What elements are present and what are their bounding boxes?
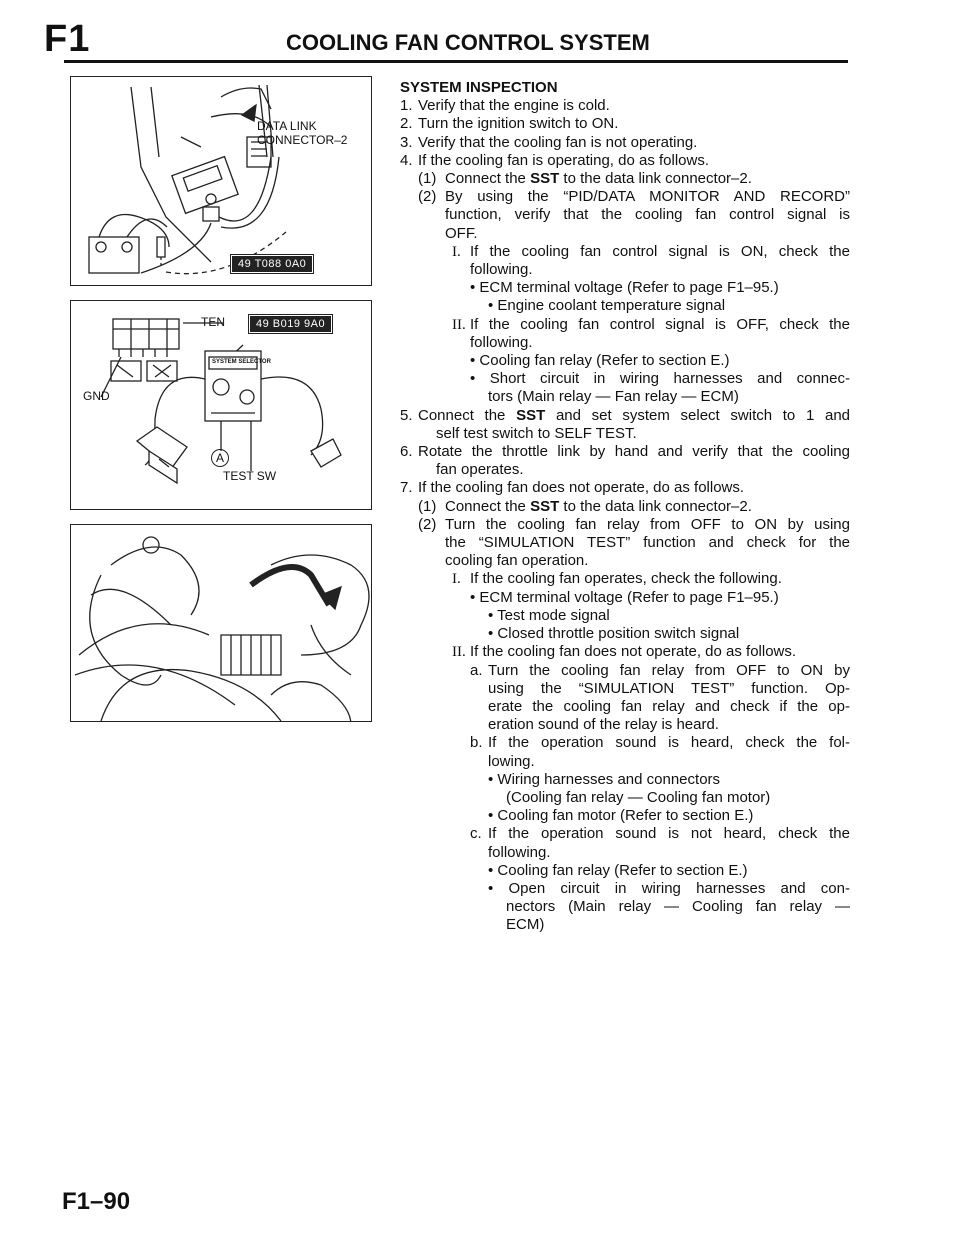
step-text [470,261,850,279]
procedure-line [400,461,850,479]
procedure-line [400,334,850,352]
step-number: 4. [400,151,413,169]
step-text [418,443,850,461]
callout-a-label: A [211,449,229,467]
step-text-part: function, verify that the cooling fan control signal is [445,206,850,224]
step-text [470,589,850,607]
step-text-part: If the cooling fan does not operate, do as follows. [470,643,797,661]
step-text [488,753,850,771]
procedure-line [400,134,850,152]
procedure-line [400,916,850,934]
step-text [488,825,850,843]
step-text-part: (Cooling fan relay — Cooling fan motor) [506,788,771,806]
procedure-line [400,316,850,334]
step-text [470,570,850,588]
step-number: 3. [400,133,413,151]
procedure-line [400,680,850,698]
step-text-part: cooling fan operation. [445,552,589,570]
step-text [445,206,850,224]
step-text [445,225,850,243]
procedure-line [400,115,850,133]
system-selector-label: SYSTEM SELECTOR [212,359,271,365]
procedure-line [400,206,850,224]
procedure-line [400,716,850,734]
procedure-line [400,279,850,297]
procedure-line [400,898,850,916]
step-text [445,170,850,188]
step-text-part: • Open circuit in wiring harnesses and con- [488,879,850,897]
figure-throttle-link [70,524,372,722]
step-text-part: • ECM terminal voltage (Refer to page F1–95.) [470,279,779,297]
procedure-line [400,407,850,425]
step-text [506,898,850,916]
step-text-part: • Closed throttle position switch signal [488,625,740,643]
step-text [470,643,850,661]
step-number: 7. [400,479,413,497]
step-text [488,807,850,825]
step-text-part: Turn the cooling fan relay from OFF to ON by using [445,515,850,533]
step-number: b. [470,734,483,752]
ten-terminal-label: TEN [201,315,225,329]
step-text-part: If the cooling fan does not operate, do as follows. [418,479,745,497]
procedure-line [400,297,850,315]
procedure-line [400,552,850,570]
figure-system-selector [70,300,372,510]
step-text-part: Connect the [418,406,517,424]
step-number: (2) [418,515,437,533]
step-text [506,789,850,807]
step-text-part: If the operation sound is not heard, check the [488,825,850,843]
step-text [470,279,850,297]
procedure-line [400,698,850,716]
step-number: II. [452,316,466,333]
step-text [488,698,850,716]
procedure-line [400,97,850,115]
step-text [436,461,850,479]
step-text [470,243,850,261]
step-text-part: • Test mode signal [488,606,610,624]
step-text [488,862,850,880]
step-text-bold: SST [530,497,560,515]
step-text-part: • Cooling fan relay (Refer to section E.) [488,861,748,879]
procedure-line [400,570,850,588]
procedure-line [400,844,850,862]
procedure-line [400,225,850,243]
step-text [418,115,850,133]
step-text-part: Verify that the engine is cold. [418,97,610,115]
procedure-line [400,789,850,807]
step-text-part: • Wiring harnesses and connectors [488,770,721,788]
step-text-part: following. [488,843,551,861]
step-text-part: By using the “PID/DATA MONITOR AND RECORD” [445,188,850,206]
step-text-part: to the data link connector–2. [559,170,752,188]
step-number: I. [452,243,461,260]
procedure-line [400,662,850,680]
step-text-bold: SST [530,170,560,188]
step-text-part: • Engine coolant temperature signal [488,297,726,315]
figure-data-link-connector [70,76,372,286]
step-text [445,498,850,516]
procedure-line [400,589,850,607]
step-text [470,370,850,388]
step-text-part: Turn the cooling fan relay from OFF to ON by [488,661,850,679]
procedure-line [400,388,850,406]
step-text-part: If the cooling fan operates, check the following. [470,570,782,588]
step-text-part: Connect the [445,170,531,188]
step-text [488,388,850,406]
header-rule [64,60,848,63]
step-text-part: to the data link connector–2. [559,497,752,515]
step-text-part: self test switch to SELF TEST. [436,424,637,442]
step-text-part: If the cooling fan is operating, do as follows. [418,151,710,169]
step-text [488,662,850,680]
procedure-line [400,825,850,843]
step-text [488,607,850,625]
step-text-part: OFF. [445,224,478,242]
step-text [488,880,850,898]
procedure-line [400,880,850,898]
procedure-line [400,625,850,643]
sst-tool-number-badge: 49 T088 0A0 [231,255,313,273]
step-text [488,844,850,862]
step-text [418,407,850,425]
connector-illustration [71,77,371,285]
procedure-line [400,807,850,825]
step-text-part: • ECM terminal voltage (Refer to page F1–95.) [470,588,779,606]
page-header [0,0,960,64]
step-text-part: If the cooling fan control signal is ON, check the [470,242,850,260]
procedure-line [400,352,850,370]
step-text [470,316,850,334]
sst-tool-number-badge: 49 B019 9A0 [249,315,332,333]
procedure-line [400,170,850,188]
step-text-part: Rotate the throttle link by hand and verify that the cooling [418,443,850,461]
procedure-line [400,643,850,661]
step-number: (2) [418,188,437,206]
procedure-line [400,607,850,625]
procedure-line [400,443,850,461]
procedure-lines [400,97,850,934]
section-heading: SYSTEM INSPECTION [400,79,558,96]
step-text [418,479,850,497]
procedure-line [400,479,850,497]
step-number: 5. [400,406,413,424]
step-text-part: lowing. [488,752,535,770]
step-number: 6. [400,443,413,461]
step-text [470,334,850,352]
step-text-part: ECM) [506,916,545,934]
step-number: (1) [418,497,437,515]
step-text-part: using the “SIMULATION TEST” function. Op- [488,679,850,697]
procedure-line [400,370,850,388]
step-text [418,152,850,170]
procedure-line [400,498,850,516]
step-text-bold: SST [516,406,546,424]
step-text-part: and set system select switch to 1 and [545,406,851,424]
step-text [445,552,850,570]
step-text-part: If the operation sound is heard, check the fol- [488,734,850,752]
procedure-line [400,152,850,170]
step-text [488,734,850,752]
step-text [506,916,850,934]
procedure-line [400,771,850,789]
step-text-part: nectors (Main relay — Cooling fan relay — [506,898,850,916]
step-text-part: following. [470,261,533,279]
step-number: 1. [400,97,413,115]
procedure-line [400,753,850,771]
inspection-procedure [400,79,850,935]
step-text-part: eration sound of the relay is heard. [488,716,719,734]
step-text [488,716,850,734]
step-text-part: tors (Main relay — Fan relay — ECM) [488,388,739,406]
step-text-part: • Short circuit in wiring harnesses and connec- [470,370,850,388]
step-text [445,534,850,552]
step-number: c. [470,825,482,843]
procedure-line [400,516,850,534]
step-number: I. [452,571,461,588]
step-text-part: • Cooling fan motor (Refer to section E.) [488,807,754,825]
test-switch-label: TEST SW [223,469,277,483]
step-text [445,516,850,534]
procedure-line [400,734,850,752]
procedure-line [400,261,850,279]
step-text [470,352,850,370]
step-text [418,97,850,115]
throttle-link-illustration [71,525,371,721]
step-text [445,188,850,206]
step-text [418,134,850,152]
step-text-part: erate the cooling fan relay and check if the op- [488,697,850,715]
step-text-part: Connect the [445,497,531,515]
step-number: a. [470,661,483,679]
section-code: F1 [44,18,91,60]
step-text-part: the “SIMULATION TEST” function and check for the [445,534,850,552]
procedure-line [400,534,850,552]
step-number: II. [452,644,466,661]
procedure-line [400,425,850,443]
page-number: F1–90 [62,1188,131,1215]
step-text-part: If the cooling fan control signal is OFF, check the [470,315,850,333]
step-text-part: fan operates. [436,461,524,479]
step-text-part: following. [470,333,533,351]
step-text-part: • Cooling fan relay (Refer to section E.) [470,352,730,370]
procedure-line [400,243,850,261]
page-title: COOLING FAN CONTROL SYSTEM [286,30,650,55]
step-text [488,680,850,698]
step-number: (1) [418,170,437,188]
step-text [488,297,850,315]
step-text-part: Verify that the cooling fan is not operating. [418,133,698,151]
gnd-terminal-label: GND [83,389,110,403]
step-text [488,625,850,643]
step-number: 2. [400,115,413,133]
step-text [488,771,850,789]
step-text-part: Turn the ignition switch to ON. [418,115,619,133]
procedure-line [400,862,850,880]
procedure-line [400,188,850,206]
step-text [436,425,850,443]
data-link-connector-label: DATA LINK CONNECTOR–2 [257,119,348,147]
